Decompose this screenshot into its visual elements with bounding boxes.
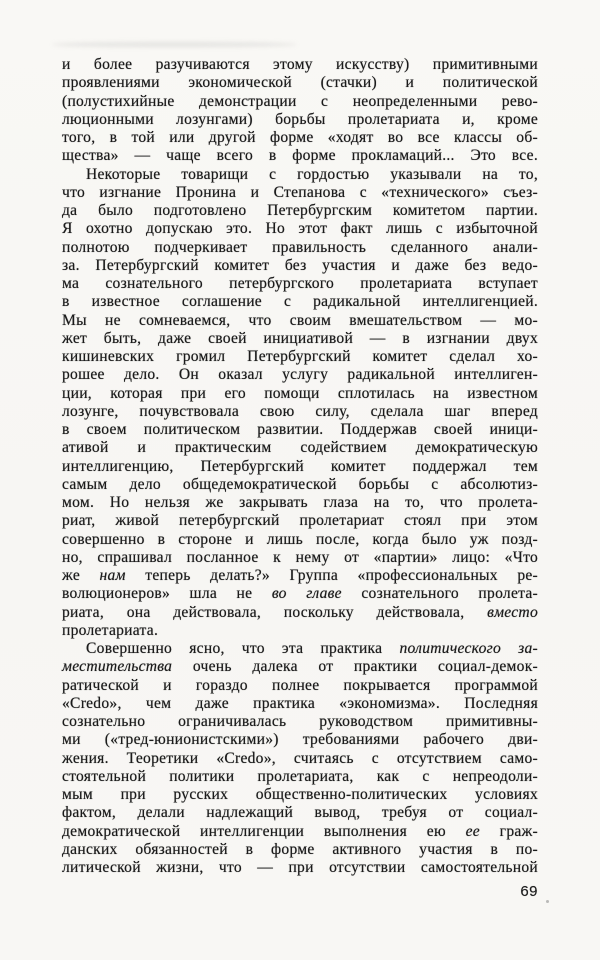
- text-line: [62, 512, 538, 530]
- text-line: [62, 786, 538, 804]
- text-line: [62, 184, 538, 202]
- text-segment: мым при русских общественно-политических условиях: [62, 786, 538, 803]
- text-segment: совершенно в стороне и лишь после, когда было уж позд-: [62, 530, 538, 548]
- text-segment: очень далека от практики социал-демок-: [172, 658, 538, 676]
- text-line: [62, 220, 538, 238]
- italic-text-segment: ее: [465, 822, 480, 840]
- text-line: [62, 275, 538, 293]
- text-segment: но, спрашивал посланное к нему от «партии» лицо: «Что: [62, 548, 538, 566]
- text-line: [62, 439, 538, 457]
- italic-text-segment: нам: [99, 567, 126, 584]
- text-segment: фактом, делали надлежащий вывод, требуя от социал-: [62, 804, 538, 822]
- text-segment: «Credo», чем даже практика «экономизма». Последняя: [62, 694, 538, 712]
- text-segment: в известное соглашение с радикальной интеллигенцией.: [62, 293, 538, 311]
- text-line: [62, 257, 538, 275]
- text-line: [62, 567, 538, 585]
- italic-text-segment: вместо: [487, 603, 538, 621]
- text-block: [62, 56, 538, 877]
- text-segment: рошее дело. Он оказал услугу радикальной интеллиген-: [62, 366, 538, 384]
- text-line: [62, 93, 538, 111]
- text-line: [62, 731, 538, 749]
- text-line: [62, 421, 538, 439]
- text-segment: щества» — чаще всего в форме прокламаций... Это все.: [62, 147, 538, 165]
- text-segment: сознательно ограничивалась руководством примитивны-: [62, 713, 538, 730]
- text-segment: в своем политическом развитии. Поддержав своей иници-: [62, 421, 538, 438]
- text-line: [62, 750, 538, 768]
- text-segment: ативой и практическим содействием демократическую: [62, 439, 538, 457]
- text-segment: жет быть, даже своей инициативой — в изгнании двух: [62, 329, 538, 347]
- text-line: [62, 695, 538, 713]
- text-segment: за. Петербургский комитет без участия и даже без ведо-: [62, 256, 538, 274]
- text-line: [62, 658, 538, 676]
- text-line: [62, 640, 538, 658]
- text-segment: теперь делать?» Группа «профессиональных ре-: [125, 567, 538, 584]
- text-line: [62, 677, 538, 695]
- text-line: [62, 859, 538, 877]
- text-segment: данских обязанностей в форме активного участия в по-: [62, 840, 538, 858]
- paragraph: [62, 166, 538, 641]
- text-line: [62, 312, 538, 330]
- text-segment: самым дело общедемократической борьбы с абсолютиз-: [62, 475, 538, 493]
- italic-text-segment: политического за-: [399, 640, 538, 657]
- text-segment: стоятельной политики пролетариата, как с непреодоли-: [62, 767, 538, 785]
- text-line: [62, 166, 538, 184]
- text-segment: того, в той или другой форме «ходят во все классы об-: [62, 129, 538, 146]
- text-segment: пролетариата.: [62, 621, 159, 639]
- text-segment: Некоторые товарищи с гордостью указывали на то,: [86, 165, 538, 183]
- text-segment: граж-: [479, 822, 539, 840]
- text-segment: сознательного пролета-: [341, 585, 538, 603]
- text-line: [62, 202, 538, 220]
- text-segment: что изгнание Пронина и Степанова с «технического» съез-: [62, 183, 538, 201]
- text-line: [62, 366, 538, 384]
- text-line: [62, 330, 538, 348]
- text-segment: да было подготовлено Петербургским комитетом партии.: [62, 202, 538, 219]
- text-line: [62, 713, 538, 731]
- text-segment: кишиневских громил Петербургский комитет сделал хо-: [62, 348, 538, 365]
- text-line: [62, 147, 538, 165]
- paragraph: [62, 56, 538, 166]
- text-segment: ми («тред-юнионистскими») требованиями рабочего дви-: [62, 731, 538, 749]
- text-line: [62, 804, 538, 822]
- text-segment: полнотою подчеркивает правильность сделанного анали-: [62, 238, 538, 256]
- text-line: [62, 604, 538, 622]
- italic-text-segment: во главе: [271, 585, 342, 603]
- text-segment: и более разучиваются этому искусству) примитивными: [62, 56, 538, 73]
- text-line: [62, 385, 538, 403]
- text-segment: проявлениями экономической (стачки) и политической: [62, 74, 538, 92]
- text-segment: люционными лозунгами) борьбы пролетариата и, кроме: [62, 110, 538, 128]
- text-segment: Мы не сомневаемся, что своим вмешательством — мо-: [62, 311, 538, 329]
- scan-artifact-dot: [546, 900, 549, 903]
- paragraph: [62, 640, 538, 877]
- page-number: 69: [520, 883, 538, 900]
- text-line: [62, 622, 538, 640]
- text-segment: интеллигенцию, Петербургский комитет поддержал тем: [62, 457, 538, 475]
- text-line: [62, 585, 538, 603]
- text-segment: же: [62, 567, 100, 584]
- text-line: [62, 476, 538, 494]
- text-segment: ратической и гораздо полнее покрывается программой: [62, 676, 538, 694]
- text-line: [62, 111, 538, 129]
- scan-artifact: [52, 42, 297, 47]
- text-line: [62, 458, 538, 476]
- text-segment: ции, которая при его помощи сплотилась на известном: [62, 384, 538, 402]
- text-segment: жения. Теоретики «Credo», считаясь с отсутствием само-: [62, 749, 538, 767]
- text-line: [62, 841, 538, 859]
- text-line: [62, 494, 538, 512]
- text-segment: риат, живой петербургский пролетариат стоял при этом: [62, 512, 538, 530]
- text-segment: (полустихийные демонстрации с неопределенными рево-: [62, 92, 538, 110]
- text-segment: волюционеров» шла не: [62, 585, 272, 603]
- text-line: [62, 768, 538, 786]
- text-line: [62, 74, 538, 92]
- text-segment: ма сознательного петербургского пролетариата вступает: [62, 275, 538, 292]
- text-segment: риата, она действовала, поскольку действовала,: [62, 603, 488, 621]
- text-line: [62, 403, 538, 421]
- italic-text-segment: местительства: [62, 658, 173, 676]
- text-segment: мом. Но нельзя же закрывать глаза на то, что пролета-: [62, 494, 538, 511]
- text-segment: Совершенно ясно, что эта практика: [86, 640, 400, 657]
- text-line: [62, 293, 538, 311]
- text-segment: литической жизни, что — при отсутствии самостоятельной: [62, 859, 538, 876]
- text-line: [62, 239, 538, 257]
- text-line: [62, 56, 538, 74]
- text-segment: Я охотно допускаю это. Но этот факт лишь с избыточной: [62, 220, 538, 238]
- text-line: [62, 823, 538, 841]
- text-line: [62, 531, 538, 549]
- text-segment: лозунге, почувствовала свою силу, сделала шаг вперед: [62, 402, 538, 420]
- text-segment: демократической интеллигенции выполнения ею: [62, 822, 466, 840]
- text-line: [62, 129, 538, 147]
- text-line: [62, 348, 538, 366]
- text-line: [62, 549, 538, 567]
